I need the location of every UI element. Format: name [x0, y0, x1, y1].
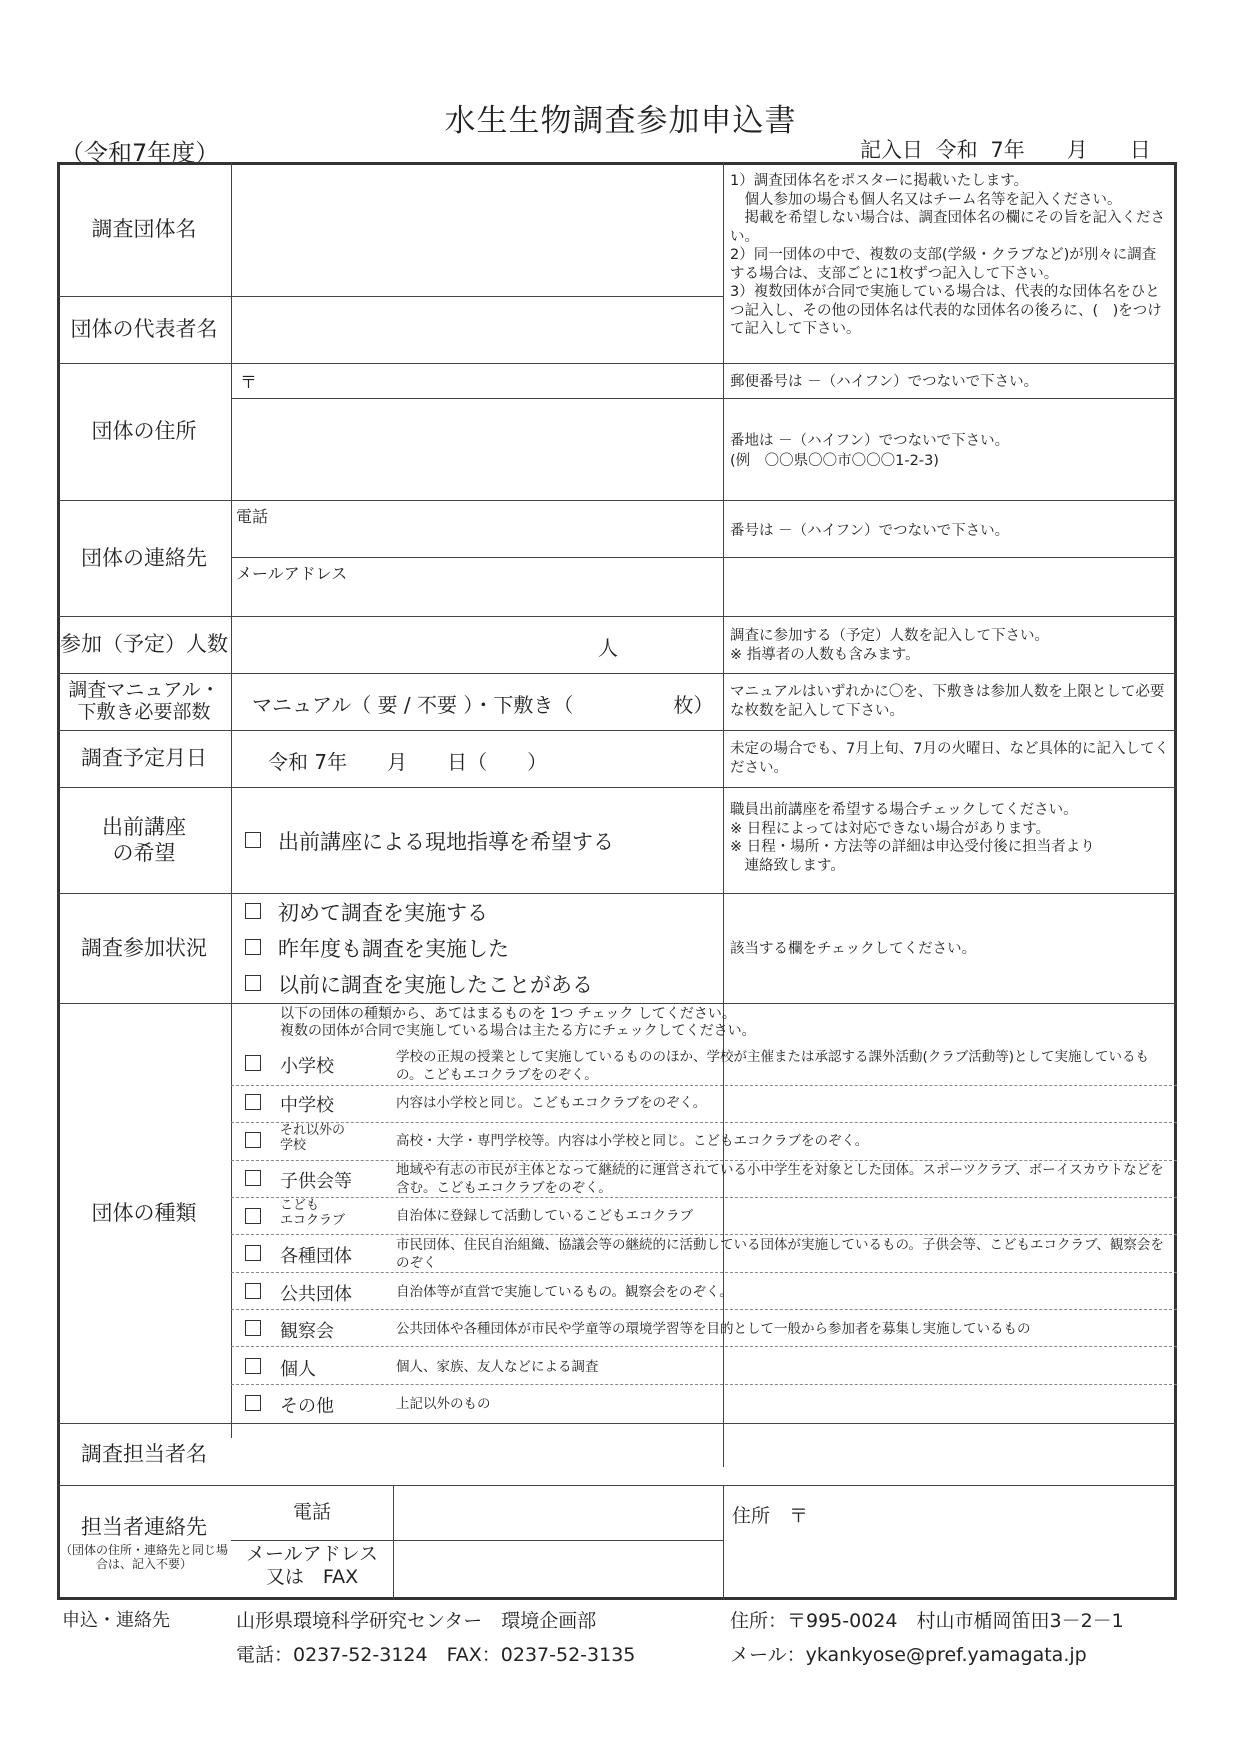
label-group-type: 団体の種類 [91, 1200, 197, 1225]
phone-field[interactable] [233, 502, 721, 556]
type-desc-individual: 個人、家族、友人などによる調査 [396, 1359, 599, 1375]
label-status: 調査参加状況 [81, 935, 207, 960]
participants-note-1: 調査に参加する（予定）人数を記入して下さい。 [730, 628, 1049, 644]
footer-org: 山形県環境科学研究センター 環境企画部 [236, 1610, 597, 1632]
type-checkbox-kids-club[interactable] [245, 1170, 261, 1186]
footer-label: 申込・連絡先 [62, 1610, 170, 1631]
type-desc-other: 上記以外のもの [396, 1396, 491, 1412]
person-address-field[interactable] [725, 1487, 1175, 1598]
type-desc-various: 市民団体、住民自治組織、協議会等の継続的に活動している団体が実施しているもの。子供会等、こどもエコクラブ、観察会をのぞく [396, 1237, 1164, 1271]
person-phone-label: 電話 [292, 1501, 331, 1523]
label-group-name: 調査団体名 [91, 217, 197, 242]
address-note-1: 番地は －（ハイフン）でつないで下さい。 [730, 433, 1010, 449]
status-note: 該当する欄をチェックしてください。 [730, 941, 977, 957]
type-checkbox-various[interactable] [245, 1245, 261, 1261]
label-person-contact: 担当者連絡先 （団体の住所・連絡先と同じ場合は、記入不要） [59, 1514, 228, 1572]
type-checkbox-other-school[interactable] [245, 1132, 261, 1148]
person-email-label: メールアドレス 又は FAX [245, 1543, 379, 1588]
postal-mark: 〒 [240, 373, 257, 393]
type-name-junior-high: 中学校 [280, 1095, 334, 1116]
type-name-individual: 個人 [280, 1359, 316, 1380]
footer-phone-fax: 電話：0237-52-3124 FAX：0237-52-3135 [236, 1644, 636, 1666]
type-name-other-school: それ以外の 学校 [280, 1123, 346, 1153]
type-checkbox-elementary[interactable] [245, 1055, 261, 1071]
label-address: 団体の住所 [91, 419, 197, 444]
status-checkbox-first[interactable] [245, 903, 261, 919]
type-name-observation: 観察会 [280, 1321, 334, 1342]
type-checkbox-junior-high[interactable] [245, 1094, 261, 1110]
label-representative: 団体の代表者名 [70, 317, 218, 342]
person-in-charge-field[interactable] [233, 1425, 1175, 1484]
lecture-notes: 職員出前講座を希望する場合チェックしてください。 ※ 日程によっては対応できない場合があります。 ※ 日程・場所・方法等の詳細は申込受付後に担当者より 連絡致します。 [730, 802, 1095, 874]
type-name-various: 各種団体 [280, 1246, 352, 1267]
participants-note-2: ※ 指導者の人数も含みます。 [730, 647, 920, 663]
footer-email: メール：ykankyose@pref.yamagata.jp [730, 1644, 1087, 1666]
phone-label: 電話 [236, 507, 269, 526]
group-name-field[interactable] [233, 165, 721, 295]
type-name-other: その他 [280, 1396, 334, 1417]
email-field[interactable] [233, 559, 721, 615]
participants-field[interactable] [233, 618, 721, 672]
address-field[interactable] [233, 400, 721, 498]
type-desc-eco-club: 自治体に登録して活動しているこどもエコクラブ [396, 1208, 693, 1224]
type-desc-elementary: 学校の正規の授業として実施しているもののほか、学校が主催または承認する課外活動(クラブ活動等)として実施しているもの。こどもエコクラブをのぞく。 [396, 1049, 1150, 1083]
email-label: メールアドレス [236, 564, 348, 583]
phone-note: 番号は －（ハイフン）でつないで下さい。 [730, 523, 1010, 539]
type-desc-junior-high: 内容は小学校と同じ。こどもエコクラブをのぞく。 [396, 1095, 707, 1111]
type-desc-kids-club: 地域や有志の市民が主体となって継続的に運営されている小中学生を対象とした団体。スポーツクラブ、ボーイスカウトなどを含む。こどもエコクラブをのぞく。 [396, 1162, 1164, 1196]
form-title: 水生生物調査参加申込書 [444, 103, 797, 139]
type-checkbox-eco-club[interactable] [245, 1208, 261, 1224]
label-participants: 参加（予定）人数 [60, 632, 228, 657]
status-checkbox-before[interactable] [245, 975, 261, 991]
type-checkbox-other[interactable] [245, 1395, 261, 1411]
person-phone-field[interactable] [395, 1487, 721, 1539]
schedule-note: 未定の場合でも、7月上旬、7月の火曜日、など具体的に記入してください。 [730, 741, 1169, 776]
lecture-option-label: 出前講座による現地指導を希望する [278, 830, 614, 854]
group-type-instructions: 以下の団体の種類から、あてはまるものを 1つ チェック してください。 複数の団体が合同で実施している場合は主たる方にチェックしてください。 [280, 1006, 756, 1039]
type-desc-other-school: 高校・大学・専門学校等。内容は小学校と同じ。こどもエコクラブをのぞく。 [396, 1133, 869, 1149]
person-email-fax-field[interactable] [395, 1542, 721, 1598]
manual-request-field[interactable]: マニュアル（ 要 / 不要 ）・下敷き（ 枚） [252, 693, 714, 717]
schedule-date-field[interactable]: 令和 7年 月 日（ ） [268, 750, 548, 774]
person-address-label: 住所 〒 [732, 1505, 809, 1527]
type-checkbox-public[interactable] [245, 1283, 261, 1299]
lecture-checkbox[interactable] [245, 832, 261, 848]
label-lecture: 出前講座 の希望 [102, 815, 186, 865]
type-desc-observation: 公共団体や各種団体が市民や学童等の環境学習等を目的として一般から参加者を募集し実施しているもの [396, 1321, 1031, 1337]
fiscal-year: （令和7年度） [60, 139, 220, 167]
group-notes: 1）調査団体名をポスターに掲載いたします。 個人参加の場合も個人名又はチーム名等を記入ください。 掲載を希望しない場合は、調査団体名の欄にその旨を記入ください。 2）同一団体の中で、複数の支部(学級・クラブなど)が別々に調査する場合は、支部ごとに1枚ずつ記入して下さい。 3）複数団体が合同で実施している場合は、代表的な団体名をひとつ記入し、その他の団体名は代表的な団体名の後ろに、( )をつけて記入して下さい。 [730, 173, 1165, 338]
label-schedule: 調査予定月日 [81, 746, 207, 771]
type-name-public: 公共団体 [280, 1284, 352, 1305]
type-checkbox-individual[interactable] [245, 1358, 261, 1374]
status-option-last-year: 昨年度も調査を実施した [278, 937, 509, 961]
postal-note: 郵便番号は －（ハイフン）でつないで下さい。 [730, 374, 1039, 390]
status-checkbox-last-year[interactable] [245, 939, 261, 955]
label-manual: 調査マニュアル・ 下敷き必要部数 [68, 679, 220, 723]
type-desc-public: 自治体等が直営で実施しているもの。観察会をのぞく。 [396, 1284, 733, 1300]
footer-address: 住所：〒995-0024 村山市楯岡笛田3－2－1 [730, 1610, 1124, 1632]
address-note-2: (例 〇〇県〇〇市〇〇〇1-2-3) [730, 453, 939, 469]
entry-date: 記入日 令和 7年 月 日 [860, 138, 1151, 162]
label-contact: 団体の連絡先 [81, 545, 207, 570]
representative-field[interactable] [233, 298, 721, 362]
participants-unit: 人 [598, 636, 618, 660]
manual-note: マニュアルはいずれかに〇を、下敷きは参加人数を上限として必要な枚数を記入して下さい。 [730, 684, 1165, 719]
status-option-before: 以前に調査を実施したことがある [278, 973, 593, 997]
type-checkbox-observation[interactable] [245, 1320, 261, 1336]
status-option-first: 初めて調査を実施する [278, 901, 488, 925]
type-name-kids-club: 子供会等 [280, 1171, 352, 1192]
postal-code-field[interactable] [262, 365, 720, 397]
label-person-in-charge: 調査担当者名 [81, 1441, 207, 1466]
type-name-eco-club: こども エコクラブ [280, 1198, 346, 1228]
type-name-elementary: 小学校 [280, 1056, 334, 1077]
